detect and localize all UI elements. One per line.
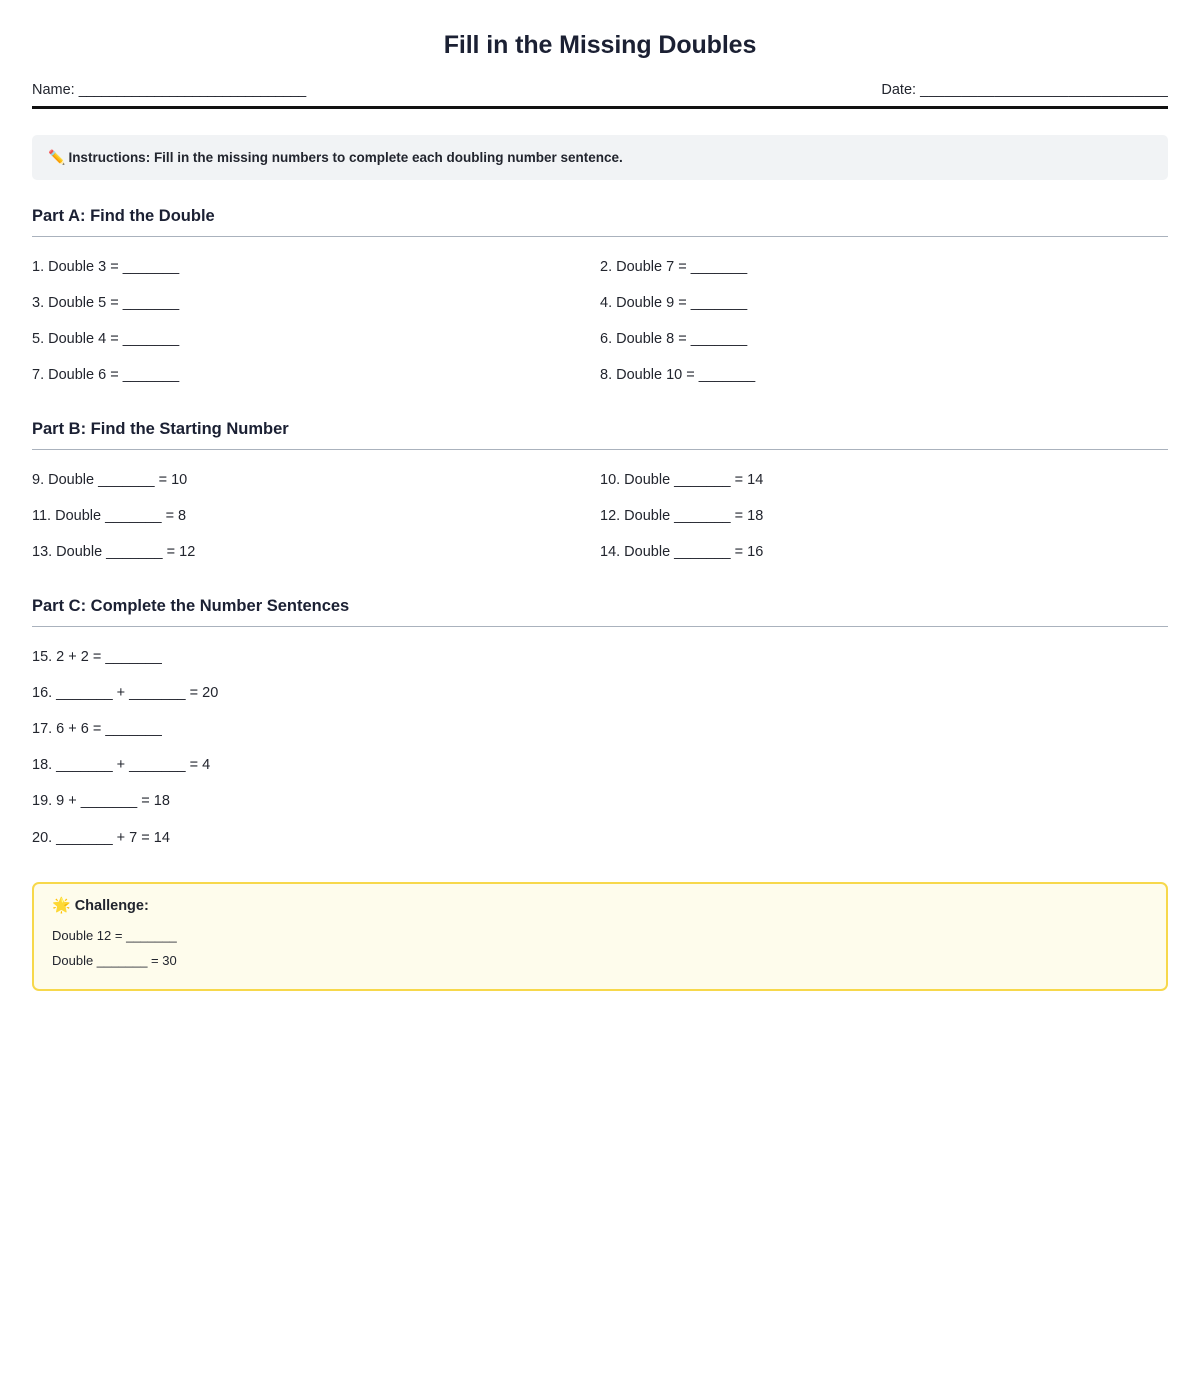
problem-item[interactable]: 5. Double 4 = _______ xyxy=(32,331,180,348)
problem-item[interactable]: 7. Double 6 = _______ xyxy=(32,367,180,384)
date-label: Date: xyxy=(881,82,917,98)
challenge-item[interactable]: Double _______ = 30 xyxy=(52,953,177,968)
problem-item[interactable]: 11. Double _______ = 8 xyxy=(32,508,187,525)
glowing-star-icon: 🌟 xyxy=(52,896,71,914)
problem-item[interactable]: 15. 2 + 2 = _______ xyxy=(32,648,162,665)
problem-grid-part-b xyxy=(32,462,1168,570)
problem-item[interactable]: 17. 6 + 6 = _______ xyxy=(32,721,162,738)
problem-item[interactable]: 16. _______ + _______ = 20 xyxy=(32,685,219,702)
problem-item[interactable]: 20. _______ + 7 = 14 xyxy=(32,829,170,846)
section-title-part-b: Part B: Find the Starting Number xyxy=(32,420,289,439)
challenge-title xyxy=(52,897,1148,915)
problem-item[interactable]: 1. Double 3 = _______ xyxy=(32,258,180,275)
section-divider xyxy=(32,626,1168,627)
problem-item[interactable]: 9. Double _______ = 10 xyxy=(32,471,188,488)
challenge-item[interactable]: Double 12 = _______ xyxy=(52,928,177,944)
instructions-text: Instructions: Fill in the missing numbers to complete each doubling number sentence. xyxy=(68,150,623,165)
section-part-c xyxy=(32,596,1168,855)
problem-item[interactable]: 2. Double 7 = _______ xyxy=(600,258,748,275)
section-divider xyxy=(32,449,1168,450)
problem-item[interactable]: 19. 9 + _______ = 18 xyxy=(32,793,170,810)
sections-container xyxy=(32,206,1168,856)
problem-item[interactable]: 8. Double 10 = _______ xyxy=(600,367,756,384)
name-label: Name: xyxy=(32,82,75,98)
problem-item[interactable]: 6. Double 8 = _______ xyxy=(600,331,748,348)
problem-item[interactable]: 3. Double 5 = _______ xyxy=(32,294,180,311)
page-title: Fill in the Missing Doubles xyxy=(443,31,757,59)
problem-item[interactable]: 18. _______ + _______ = 4 xyxy=(32,757,211,774)
problem-item[interactable]: 14. Double _______ = 16 xyxy=(600,544,764,561)
section-part-a xyxy=(32,206,1168,393)
name-date-row xyxy=(32,82,1168,109)
name-field[interactable] xyxy=(32,82,306,98)
problem-item[interactable]: 12. Double _______ = 18 xyxy=(600,508,764,525)
problem-item[interactable]: 10. Double _______ = 14 xyxy=(600,471,764,488)
challenge-title-text: Challenge: xyxy=(74,897,149,914)
problem-grid-part-c xyxy=(32,639,1168,856)
instructions-banner xyxy=(32,135,1168,180)
section-divider xyxy=(32,236,1168,237)
problem-item[interactable]: 4. Double 9 = _______ xyxy=(600,294,748,311)
challenge-box xyxy=(32,882,1168,991)
problem-item[interactable]: 13. Double _______ = 12 xyxy=(32,544,196,561)
date-field[interactable] xyxy=(881,82,1168,98)
pencil-icon: ✏️ xyxy=(48,149,66,165)
section-part-b xyxy=(32,419,1168,570)
date-blank-line[interactable]: ______________________________ xyxy=(920,82,1168,98)
challenge-items xyxy=(52,924,1148,974)
section-title-part-a: Part A: Find the Double xyxy=(32,207,215,226)
problem-grid-part-a xyxy=(32,249,1168,394)
section-title-part-c: Part C: Complete the Number Sentences xyxy=(32,597,350,616)
name-blank-line[interactable]: ______________________________ xyxy=(78,82,306,98)
